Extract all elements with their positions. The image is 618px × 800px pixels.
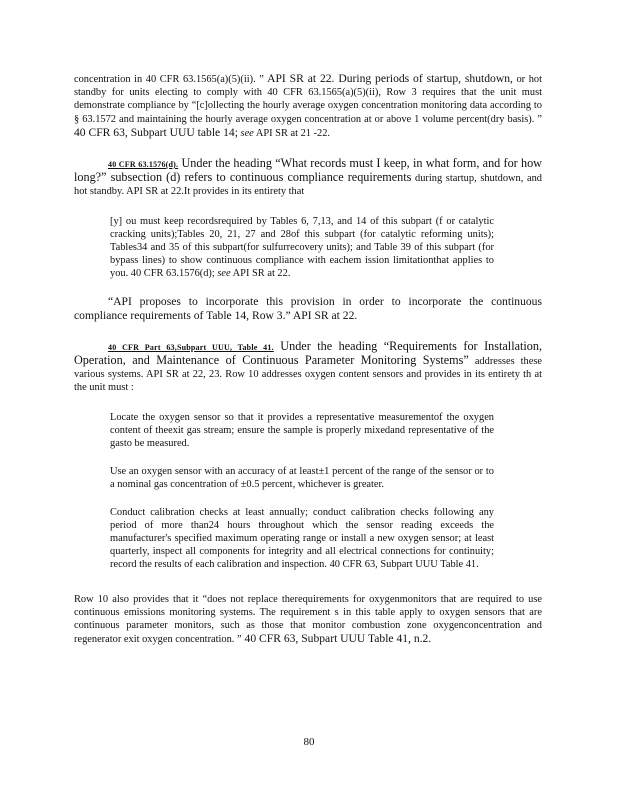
p1-text-c: or hot standby for units electing to comply with 40 CFR 63.1565(a)(5)(ii), Row 3 requires that the unit must demonstrate compliance by “[c]ollecting the hourly average oxygen concentration monitoring data according to § 63.1572 and maintaining the hourly average oxygen concentration at or above 1 volume percent(dry basis). ” — [74, 74, 542, 125]
p1-citation-cfr: 40 CFR 63, Subpart UUU table 14; — [74, 126, 238, 139]
page-number: 80 — [303, 736, 315, 748]
p2-text-b: during startup, shutdown, and hot standby. API SR at 22.It provides in its entirety that — [74, 173, 542, 197]
q4-text: Conduct calibration checks at least annually; conduct calibration checks following any period of more than24 hours throughout which the sensor reading exceeds the manufacturer's specified maximum operating range or install a new oxygen sensor; at least quarterly, inspect all components for integrity and all electrical connections for continuity; record the results of each calibration and inspection. 40 CFR 63, Subpart UUU Table 41. — [110, 507, 494, 570]
q1-text-b: API SR at 22. — [230, 268, 291, 279]
paragraph-1 — [74, 72, 542, 140]
p1-see: see — [237, 128, 254, 139]
p2-heading-text: Under the heading “What records must I keep, in what form, and for how long?” subsection (d) refers to continuous compliance requirements — [74, 156, 542, 184]
p4-heading-text: Under the heading “Requirements for Installation, Operation, and Maintenance of Continuous Parameter Monitoring Systems” — [74, 339, 542, 367]
q2-text: Locate the oxygen sensor so that it provides a representative measurementof the oxygen content of theexit gas stream; ensure the sample is properly mixedand representative of the gasto be measured. — [110, 412, 494, 449]
p5-text-a: Row 10 also provides that it “does not replace therequirements for oxygenmonitors that are required to use continuous emissions monitoring systems. The requirement s in this table apply to oxygen sensors that are continuous parameter monitors, such as those that monitor combustion zone oxygenconcentration and regenerator exit oxygen concentration. ” — [74, 594, 542, 645]
p5-citation: 40 CFR 63, Subpart UUU Table 41, n.2. — [241, 632, 432, 645]
block-quote-1 — [110, 215, 494, 280]
block-quote-4 — [110, 506, 494, 571]
paragraph-3 — [74, 295, 542, 323]
p2-citation: 40 CFR 63.1576(d). — [108, 160, 179, 169]
p4-citation: 40 CFR Part 63,Subpart UUU, Table 41. — [108, 343, 274, 352]
q3-text: Use an oxygen sensor with an accuracy of at least±1 percent of the range of the sensor or to a nominal gas concentration of ±0.5 percent, whichever is greater. — [110, 466, 494, 490]
block-quote-2 — [110, 411, 494, 450]
block-quote-3 — [110, 465, 494, 491]
p1-citation-api: API SR at 22. During periods of startup, shutdown, — [263, 72, 513, 85]
p4-text-b: addresses these various systems. API SR at 22, 23. Row 10 addresses oxygen content sensors and provides in its entirety th at the unit must : — [74, 356, 542, 393]
page-body — [74, 72, 542, 663]
q1-text-a: [y] ou must keep recordsrequired by Tables 6, 7,13, and 14 of this subpart (f or catalytic cracking units);Tables 20, 21, 27 and 28of this subpart (for catalytic reforming units); Tables34 and 35 of this subpart(for sulfurrecovery units); and Table 39 of this subpart (for bypass lines) to show continuous compliance with eachem ission limitationthat applies to you. 40 CFR 63.1576(d); — [110, 216, 494, 279]
paragraph-4 — [74, 340, 542, 394]
paragraph-5 — [74, 593, 542, 646]
paragraph-2 — [74, 157, 542, 198]
q1-see: see — [214, 268, 231, 279]
p1-text-a: concentration in 40 CFR 63.1565(a)(5)(ii). ” — [74, 74, 264, 85]
p1-text-e: API SR at 21 -22. — [253, 128, 331, 139]
p3-text: “API proposes to incorporate this provision in order to incorporate the continuous compliance requirements of Table 14, Row 3.” API SR at 22. — [74, 295, 542, 322]
